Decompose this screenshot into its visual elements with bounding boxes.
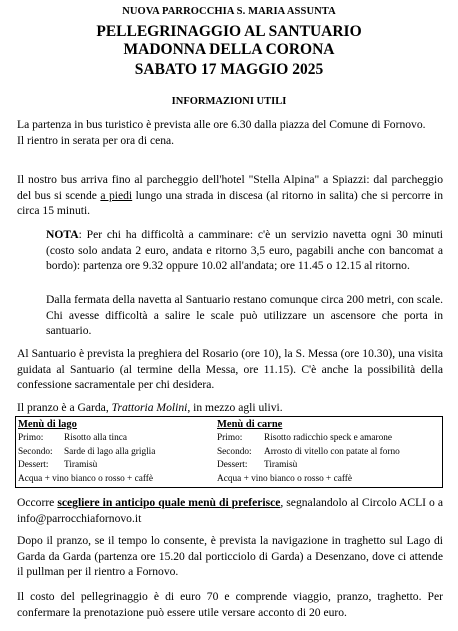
parish-name: NUOVA PARROCCHIA S. MARIA ASSUNTA [122,6,336,17]
menu-row-value: Tiramisù [264,460,298,470]
restaurant-name: Trattoria Molini [111,401,188,414]
menu-row-key: Secondo: [217,446,252,457]
menu-row-value: Tiramisù [64,460,98,470]
cost-paragraph: Il costo del pellegrinaggio è di euro 70 e comprende viaggio, pranzo, traghetto. Per confermare la prenotazione può essere utile versare acconto di 20 euro. [17,590,443,619]
menu-row-value: Arrosto di vitello con patate al forno [264,446,400,457]
info-heading: INFORMAZIONI UTILI [171,96,287,107]
choice-text-a: Occorre [17,496,58,509]
menu-row-key: Primo: [217,433,243,443]
menu-row [18,446,218,460]
title-line-2: MADONNA DELLA CORONA [123,41,335,58]
menu-row-value: Risotto radicchio speck e amarone [264,433,393,443]
menu-row-key: Dessert: [217,460,248,470]
menu-choice-paragraph [17,495,443,526]
note-label: NOTA [46,228,79,241]
return-text: Il rientro in serata per ora di cena. [17,133,175,147]
bus-text-a: Il nostro bus arriva fino al parcheggio dell'hotel "Stella Alpina" a Spiazzi: dal parcheggio del bus si scende [17,173,443,202]
lunch-paragraph [17,400,443,416]
bus-text-b: lungo una strada in discesa (al ritorno in salita) che si percorre in circa 15 minuti. [17,188,444,218]
menu-row-value: Sarde di lago alla griglia [64,446,156,457]
bus-text-underline: a piedi [100,188,133,202]
departure-text: La partenza in bus turistico è prevista alle ore 6.30 dalla piazza del Comune di Fornovo. [17,118,426,131]
menu-drinks: Acqua + vino bianco o rosso + caffè [217,473,353,484]
menu-row [18,432,218,446]
ferry-paragraph: Dopo il pranzo, se il tempo lo consente, è prevista la navigazione in traghetto sul Lago di Garda da Garda (partenza ore 15.20 dal porticciolo di Garda) a Desenzano, dove ci attende il pullman per il rientro a Fornovo. [17,534,443,579]
lake-menu [18,419,218,486]
menu-table [15,416,443,488]
choice-text-emphasis: scegliere in anticipo quale menù di preferisce [57,496,281,509]
lunch-text-a: Il pranzo è a Garda, [17,401,112,414]
lunch-text-b: , in mezzo agli ulivi. [187,401,283,414]
menu-row-key: Dessert: [18,460,49,470]
note-paragraph [46,227,443,274]
departure-paragraph [17,117,443,148]
menu-row [217,432,442,446]
lake-menu-title: Menù di lago [18,419,77,430]
title-line-1: PELLEGRINAGGIO AL SANTUARIO [96,23,362,40]
meat-menu [217,419,442,486]
note-paragraph-2: Dalla fermata della navetta al Santuario restano comunque circa 200 metri, con scale. Chi avesse difficoltà a salire le scale può utilizzare un ascensore che porta in santuario. [46,293,443,338]
title-date: SABATO 17 MAGGIO 2025 [134,61,324,78]
menu-row-key: Primo: [18,433,44,443]
menu-row [217,459,442,473]
choice-text-c: , segnalandolo al Circolo ACLI o a info@parrocchiafornovo.it [17,496,443,525]
bus-paragraph [17,172,443,219]
menu-row-value: Risotto alla tinca [64,433,127,443]
program-paragraph: Al Santuario è prevista la preghiera del Rosario (ore 10), la S. Messa (ore 10.30), una visita guidata al Santuario (al termine della Messa, ore 11.15). C'è anche la possibilità della confessione sacramentale per chi desidera. [17,347,443,392]
note-text: : Per chi ha difficoltà a camminare: c'è un servizio navetta ogni 30 minuti (costo solo andata 2 euro, andata e ritorno 3,5 euro, pagabili anche con bancomat a bordo): partenza ore 9.32 oppure 10.02 all'andata; ore 11.45 o 12.15 al ritorno. [46,228,443,273]
menu-row [217,446,442,460]
meat-menu-title: Menù di carne [217,419,283,430]
menu-drinks: Acqua + vino bianco o rosso + caffè [18,473,154,484]
menu-row [18,459,218,473]
menu-row-key: Secondo: [18,446,53,457]
